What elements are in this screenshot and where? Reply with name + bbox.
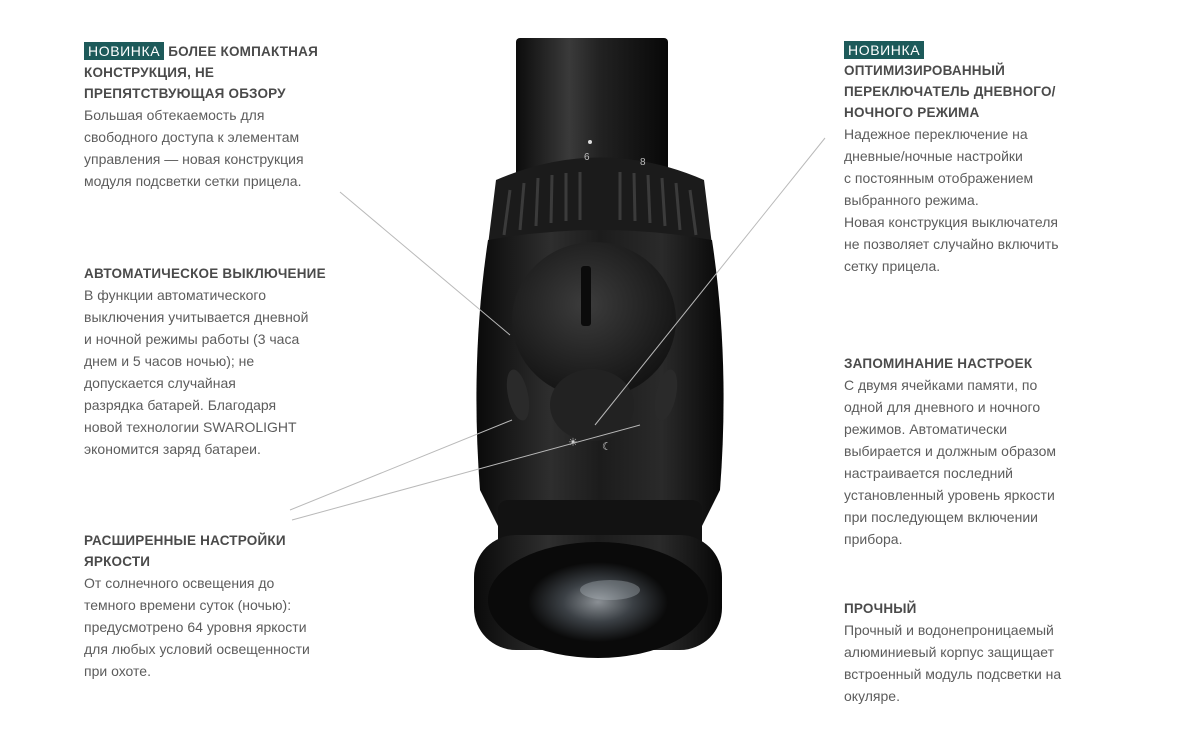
dial-mark-6: 6	[584, 152, 590, 163]
feature-compact-body: Большая обтекаемость для свободного доступа к элементам управления — новая конструкция модуля подсветки сетки прицела.	[84, 107, 304, 189]
feature-auto-off-body: В функции автоматического выключения учитывается дневной и ночной режимы работы (3 часа днем и 5 часов ночью); не допускается случайная разрядка батарей. Благодаря новой технологии SWAROLIGHT экономится заряд батареи.	[84, 287, 309, 457]
feature-brightness	[84, 530, 384, 682]
feature-memory-title: ЗАПОМИНАНИЕ НАСТРОЕК	[844, 356, 1033, 371]
sun-icon: ☀	[568, 436, 578, 449]
battery-cap-slot	[581, 266, 591, 326]
dial-mark-8: 8	[640, 157, 646, 168]
new-badge: НОВИНКА	[84, 42, 164, 60]
feature-switch-title: ОПТИМИЗИРОВАННЫЙ ПЕРЕКЛЮЧАТЕЛЬ ДНЕВНОГО/ НОЧНОГО РЕЖИМА	[844, 63, 1056, 120]
day-night-switch	[550, 369, 634, 441]
feature-brightness-body: От солнечного освещения до темного времени суток (ночью): предусмотрено 64 уровня яркости для любых условий освещенности при охоте.	[84, 575, 310, 679]
feature-memory-body: С двумя ячейками памяти, по одной для дневного и ночного режимов. Автоматически выбирается и должным образом настраивается последний установленный уровень яркости при последующем включении прибора.	[844, 377, 1057, 547]
feature-auto-off-title: АВТОМАТИЧЕСКОЕ ВЫКЛЮЧЕНИЕ	[84, 266, 326, 281]
dial-index-dot	[588, 140, 592, 144]
ocular-lens	[528, 562, 668, 642]
feature-switch	[844, 41, 1144, 277]
new-badge: НОВИНКА	[844, 41, 924, 59]
feature-durable	[844, 598, 1144, 707]
moon-icon: ☾	[602, 440, 612, 453]
feature-compact	[84, 41, 384, 192]
feature-brightness-title: РАСШИРЕННЫЕ НАСТРОЙКИ ЯРКОСТИ	[84, 533, 286, 569]
feature-durable-body: Прочный и водонепроницаемый алюминиевый корпус защищает встроенный модуль подсветки на окуляре.	[844, 622, 1062, 704]
riflescope-illustration	[440, 30, 760, 720]
lens-glare	[580, 580, 640, 600]
feature-compact-title-text: БОЛЕЕ КОМПАКТНАЯ КОНСТРУКЦИЯ, НЕ ПРЕПЯТСТВУЮЩАЯ ОБЗОРУ	[84, 44, 318, 101]
feature-durable-title: ПРОЧНЫЙ	[844, 601, 917, 616]
feature-compact-title	[84, 41, 384, 104]
feature-auto-off	[84, 263, 384, 460]
feature-switch-body: Надежное переключение на дневные/ночные настройки с постоянным отображением выбранного режима. Новая конструкция выключателя не позволяет случайно включить сетку прицела.	[844, 126, 1059, 274]
feature-memory	[844, 353, 1144, 550]
